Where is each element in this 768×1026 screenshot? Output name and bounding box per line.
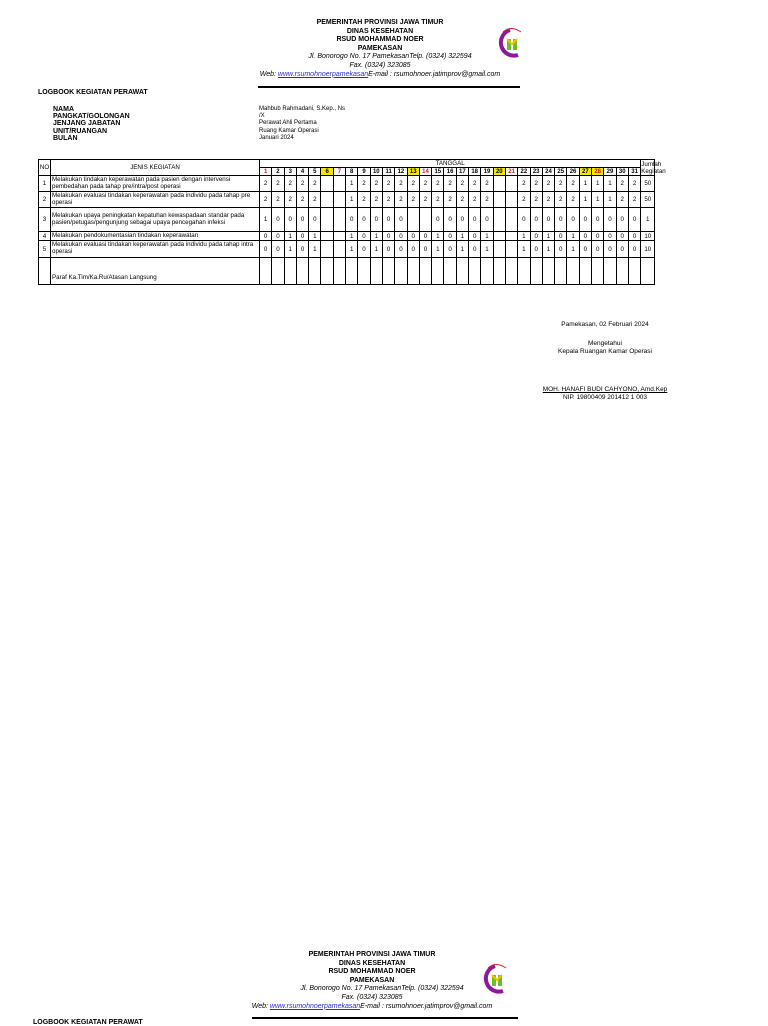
hospital-logo (496, 26, 526, 60)
day-value: 1 (481, 241, 493, 258)
day-header: 2 (272, 168, 284, 176)
day-header: 16 (444, 168, 456, 176)
day-value: 0 (530, 232, 542, 241)
paraf-cell[interactable] (309, 258, 321, 285)
day-value: 2 (395, 192, 407, 208)
row-activity: Melakukan evaluasi tindakan keperawatan pada individu pada tahap intra operasi (51, 241, 260, 258)
day-header: 22 (518, 168, 530, 176)
paraf-cell[interactable] (370, 258, 382, 285)
fax-line: Fax. (0324) 323085 (341, 993, 403, 1001)
day-value: 0 (592, 208, 604, 232)
letterhead-page2 (222, 951, 522, 1011)
paraf-cell[interactable] (530, 258, 542, 285)
day-value: 2 (444, 176, 456, 192)
paraf-cell[interactable] (616, 258, 628, 285)
day-header: 18 (469, 168, 481, 176)
identity-row: PANGKAT/GOLONGAN /X (53, 113, 265, 121)
row-total: 10 (641, 232, 655, 241)
paraf-cell[interactable] (358, 258, 370, 285)
day-value: 0 (296, 241, 308, 258)
day-value: 0 (395, 232, 407, 241)
day-header: 11 (382, 168, 394, 176)
paraf-row (39, 258, 655, 285)
day-value (321, 192, 333, 208)
day-value: 0 (419, 232, 431, 241)
day-value: 2 (284, 192, 296, 208)
day-value: 2 (469, 176, 481, 192)
address-line: Jl. Bonorogo No. 17 PamekasanTelp. (0324) 322594 (308, 53, 472, 61)
day-value: 2 (616, 192, 628, 208)
letterhead (230, 19, 530, 79)
day-value: 0 (382, 241, 394, 258)
hospital-name: RSUD MOHAMMAD NOER (336, 36, 424, 44)
day-value: 2 (395, 176, 407, 192)
day-value: 0 (370, 208, 382, 232)
paraf-cell[interactable] (382, 258, 394, 285)
day-value: 0 (382, 232, 394, 241)
day-header: 29 (604, 168, 616, 176)
dept-name: DINAS KESEHATAN (346, 27, 414, 35)
day-value: 1 (567, 241, 579, 258)
day-value: 1 (346, 241, 358, 258)
day-value (505, 241, 517, 258)
day-value: 2 (456, 176, 468, 192)
paraf-cell[interactable] (272, 258, 284, 285)
day-header: 17 (456, 168, 468, 176)
day-value: 2 (518, 192, 530, 208)
day-value: 0 (309, 208, 321, 232)
identity-row: BULAN Januari 2024 (53, 134, 294, 142)
day-value: 0 (456, 208, 468, 232)
signer-position: Kepala Ruangan Kamar Operasi (558, 348, 652, 355)
day-value: 2 (518, 176, 530, 192)
day-value: 1 (579, 176, 591, 192)
day-header: 20 (493, 168, 505, 176)
day-value: 1 (284, 241, 296, 258)
day-value (505, 176, 517, 192)
day-value: 0 (432, 208, 444, 232)
day-value: 2 (309, 192, 321, 208)
day-value: 1 (481, 232, 493, 241)
paraf-cell[interactable] (542, 258, 554, 285)
identity-block (53, 106, 373, 142)
day-value: 2 (542, 192, 554, 208)
day-value: 0 (530, 241, 542, 258)
day-value: 0 (469, 241, 481, 258)
day-value (493, 241, 505, 258)
paraf-cell[interactable] (628, 258, 640, 285)
day-value: 0 (469, 232, 481, 241)
day-value: 2 (419, 176, 431, 192)
day-header: 26 (567, 168, 579, 176)
activity-table (38, 159, 666, 285)
day-value: 0 (395, 241, 407, 258)
day-value: 0 (419, 241, 431, 258)
paraf-cell[interactable] (493, 258, 505, 285)
place-date: Pamekasan, 02 Februari 2024 (561, 321, 649, 328)
day-value (493, 208, 505, 232)
paraf-cell[interactable] (321, 258, 333, 285)
day-value: 0 (444, 241, 456, 258)
day-value: 0 (296, 232, 308, 241)
day-header: 23 (530, 168, 542, 176)
day-value: 1 (284, 232, 296, 241)
day-value (493, 232, 505, 241)
day-value: 1 (260, 208, 272, 232)
day-value: 1 (542, 241, 554, 258)
day-value: 2 (555, 176, 567, 192)
day-value: 0 (616, 241, 628, 258)
paraf-cell[interactable] (296, 258, 308, 285)
day-value: 0 (592, 241, 604, 258)
day-value (321, 232, 333, 241)
identity-row: NAMA Mahbub Rahmadani, S.Kep., Ns (53, 106, 346, 113)
day-value: 2 (260, 192, 272, 208)
row-no: 2 (39, 192, 51, 208)
day-value: 2 (382, 176, 394, 192)
day-value: 0 (579, 241, 591, 258)
day-value: 1 (456, 232, 468, 241)
day-value: 0 (469, 208, 481, 232)
address-line: Jl. Bonorogo No. 17 PamekasanTelp. (0324) 322594 (300, 985, 464, 993)
day-value: 2 (567, 176, 579, 192)
day-value: 0 (592, 232, 604, 241)
hospital-name: RSUD MOHAMMAD NOER (328, 968, 416, 976)
header-date: TANGGAL (260, 160, 641, 168)
day-header: 27 (579, 168, 591, 176)
paraf-cell[interactable] (284, 258, 296, 285)
day-header: 6 (321, 168, 333, 176)
header-rule (258, 86, 520, 88)
paraf-cell[interactable] (579, 258, 591, 285)
day-header: 21 (505, 168, 517, 176)
day-value: 0 (272, 241, 284, 258)
day-value: 2 (382, 192, 394, 208)
row-activity: Melakukan evaluasi tindakan keperawatan pada individu pada tahap pre operasi (51, 192, 260, 208)
row-total: 10 (641, 241, 655, 258)
day-value: 1 (604, 176, 616, 192)
paraf-cell[interactable] (407, 258, 419, 285)
day-value: 2 (272, 176, 284, 192)
web-link[interactable]: www.rsumohnoerpamekasan (269, 1002, 361, 1010)
web-link[interactable]: www.rsumohnoerpamekasan (277, 70, 369, 78)
day-value: 2 (432, 192, 444, 208)
day-value: 1 (592, 192, 604, 208)
day-value: 0 (616, 208, 628, 232)
day-value: 0 (407, 241, 419, 258)
city-name: PAMEKASAN (349, 976, 395, 984)
paraf-label: Paraf Ka.Tim/Ka.Ru/Atasan Langsung (51, 258, 260, 285)
dept-name: DINAS KESEHATAN (338, 959, 406, 967)
header-activity: JENIS KEGIATAN (51, 160, 260, 176)
day-header: 15 (432, 168, 444, 176)
day-value: 2 (296, 192, 308, 208)
paraf-cell[interactable] (432, 258, 444, 285)
city-name: PAMEKASAN (357, 44, 403, 52)
day-value: 1 (604, 192, 616, 208)
day-value: 0 (407, 232, 419, 241)
day-value: 0 (555, 241, 567, 258)
day-value: 0 (579, 232, 591, 241)
row-no: 3 (39, 208, 51, 232)
day-value: 1 (567, 232, 579, 241)
day-value: 0 (518, 208, 530, 232)
day-header: 4 (296, 168, 308, 176)
row-activity: Melakukan tindakan keperawatan pada pasien dengan intervensi pembedahan pada tahap pre/intra/post operasi (51, 176, 260, 192)
day-value: 2 (469, 192, 481, 208)
hospital-logo (481, 962, 511, 996)
day-value (505, 232, 517, 241)
day-header: 12 (395, 168, 407, 176)
row-no: 4 (39, 232, 51, 241)
day-value: 2 (407, 176, 419, 192)
day-header: 5 (309, 168, 321, 176)
paraf-cell[interactable] (567, 258, 579, 285)
known-by: Mengetahui (588, 340, 622, 347)
day-value: 0 (260, 241, 272, 258)
day-value: 1 (579, 192, 591, 208)
gov-name: PEMERINTAH PROVINSI JAWA TIMUR (308, 951, 436, 958)
day-value: 0 (628, 241, 640, 258)
day-value: 1 (456, 241, 468, 258)
day-header: 7 (333, 168, 345, 176)
day-value: 1 (518, 232, 530, 241)
email-text: E-mail : rsumohnoer.jatimprov@gmail.com (368, 70, 501, 78)
day-value: 0 (444, 208, 456, 232)
day-value: 2 (567, 192, 579, 208)
day-value: 2 (296, 176, 308, 192)
day-header: 19 (481, 168, 493, 176)
day-value: 2 (432, 176, 444, 192)
day-value: 2 (542, 176, 554, 192)
paraf-cell[interactable] (456, 258, 468, 285)
day-value (505, 208, 517, 232)
day-value: 1 (346, 192, 358, 208)
web-line (230, 71, 530, 80)
day-value (333, 241, 345, 258)
day-value: 2 (628, 192, 640, 208)
day-value: 0 (358, 232, 370, 241)
day-value: 0 (567, 208, 579, 232)
day-value: 2 (272, 192, 284, 208)
paraf-cell[interactable] (518, 258, 530, 285)
row-no: 5 (39, 241, 51, 258)
row-total: 50 (641, 192, 655, 208)
web-label: Web: (259, 70, 278, 78)
logbook-title: LOGBOOK KEGIATAN PERAWAT (38, 89, 148, 96)
day-value (493, 192, 505, 208)
day-value: 2 (616, 176, 628, 192)
day-value: 2 (358, 192, 370, 208)
signer-nip: NIP. 19800409 201412 1 003 (562, 394, 648, 401)
signature-block (530, 321, 680, 402)
day-value: 0 (604, 241, 616, 258)
day-value: 0 (272, 232, 284, 241)
day-value: 2 (444, 192, 456, 208)
day-value (333, 232, 345, 241)
paraf-cell[interactable] (641, 258, 655, 285)
day-header: 3 (284, 168, 296, 176)
day-value: 1 (542, 232, 554, 241)
table-row (39, 192, 655, 208)
paraf-cell[interactable] (346, 258, 358, 285)
day-value: 1 (309, 232, 321, 241)
day-value: 0 (530, 208, 542, 232)
day-header: 10 (370, 168, 382, 176)
table-row (39, 241, 655, 258)
day-value (333, 192, 345, 208)
day-value: 0 (272, 208, 284, 232)
day-header: 9 (358, 168, 370, 176)
day-value: 2 (530, 176, 542, 192)
day-value: 0 (604, 208, 616, 232)
day-value: 0 (628, 208, 640, 232)
day-value: 2 (481, 176, 493, 192)
day-value: 0 (382, 208, 394, 232)
day-value (333, 208, 345, 232)
row-no: 1 (39, 176, 51, 192)
day-value: 0 (260, 232, 272, 241)
paraf-cell[interactable] (604, 258, 616, 285)
day-value (505, 192, 517, 208)
day-value: 2 (309, 176, 321, 192)
day-value (407, 208, 419, 232)
day-value: 0 (616, 232, 628, 241)
day-value: 0 (346, 208, 358, 232)
day-value: 2 (530, 192, 542, 208)
header-no: NO (39, 160, 51, 176)
day-value: 2 (419, 192, 431, 208)
paraf-cell[interactable] (444, 258, 456, 285)
paraf-cell[interactable] (555, 258, 567, 285)
table-row (39, 176, 655, 192)
day-header: 28 (592, 168, 604, 176)
identity-row: UNIT/RUANGAN Ruang Kamar Operasi (53, 127, 319, 135)
table-row (39, 232, 655, 241)
paraf-cell[interactable] (419, 258, 431, 285)
day-value: 2 (260, 176, 272, 192)
day-value (321, 176, 333, 192)
day-value: 1 (432, 232, 444, 241)
day-value: 0 (542, 208, 554, 232)
day-value: 2 (407, 192, 419, 208)
day-header: 30 (616, 168, 628, 176)
day-value: 0 (358, 208, 370, 232)
day-value: 2 (284, 176, 296, 192)
day-header: 31 (628, 168, 640, 176)
web-line: Web: www.rsumohnoerpamekasanE-mail : rsumohnoer.jatimprov@gmail.com (251, 1002, 493, 1010)
day-value (321, 208, 333, 232)
day-value: 1 (346, 176, 358, 192)
day-value (333, 176, 345, 192)
table-row (39, 208, 655, 232)
paraf-cell[interactable] (469, 258, 481, 285)
day-value: 0 (395, 208, 407, 232)
day-value: 2 (555, 192, 567, 208)
day-header: 8 (346, 168, 358, 176)
paraf-cell[interactable] (395, 258, 407, 285)
logbook-title-page2: LOGBOOK KEGIATAN PERAWAT (33, 1019, 143, 1026)
row-activity: Melakukan upaya peningkatan kepatuhan kewaspadaan standar pada pasien/petugas/pengunjung sebagai upaya pencegahan infeksi (51, 208, 260, 232)
day-value: 0 (604, 232, 616, 241)
header-total: Jumlah Kegiatan (641, 160, 666, 175)
day-value: 1 (432, 241, 444, 258)
day-value: 2 (370, 192, 382, 208)
day-header: 24 (542, 168, 554, 176)
signer-name: MOH. HANAFI BUDI CAHYONO, Amd.Kep (542, 386, 668, 393)
day-value: 0 (296, 208, 308, 232)
day-value: 2 (481, 192, 493, 208)
paraf-cell[interactable] (333, 258, 345, 285)
day-value: 0 (481, 208, 493, 232)
day-value: 0 (284, 208, 296, 232)
day-value (419, 208, 431, 232)
header-rule (252, 1017, 518, 1019)
fax-line: Fax. (0324) 323085 (349, 61, 411, 69)
day-value: 0 (358, 241, 370, 258)
paraf-cell[interactable] (505, 258, 517, 285)
day-value: 2 (358, 176, 370, 192)
day-value: 1 (309, 241, 321, 258)
row-total: 1 (641, 208, 655, 232)
day-value: 0 (555, 208, 567, 232)
paraf-no (39, 258, 51, 285)
row-total: 50 (641, 176, 655, 192)
day-value: 2 (628, 176, 640, 192)
day-value: 2 (370, 176, 382, 192)
day-header: 1 (260, 168, 272, 176)
day-value: 0 (628, 232, 640, 241)
gov-name: PEMERINTAH PROVINSI JAWA TIMUR (316, 19, 444, 26)
day-value: 0 (555, 232, 567, 241)
day-value: 2 (456, 192, 468, 208)
paraf-cell[interactable] (592, 258, 604, 285)
day-header: 25 (555, 168, 567, 176)
day-header: 13 (407, 168, 419, 176)
identity-row: JENJANG JABATAN Perawat Ahli Pertama (53, 120, 317, 128)
day-value (321, 241, 333, 258)
day-header: 14 (419, 168, 431, 176)
day-value: 1 (370, 241, 382, 258)
day-value: 1 (518, 241, 530, 258)
day-value: 0 (444, 232, 456, 241)
paraf-cell[interactable] (481, 258, 493, 285)
day-value: 1 (370, 232, 382, 241)
row-activity: Melakukan pendokumentasian tindakan keperawatan (51, 232, 260, 241)
paraf-cell[interactable] (260, 258, 272, 285)
day-value: 0 (579, 208, 591, 232)
day-value: 1 (592, 176, 604, 192)
day-value: 1 (346, 232, 358, 241)
day-value (493, 176, 505, 192)
